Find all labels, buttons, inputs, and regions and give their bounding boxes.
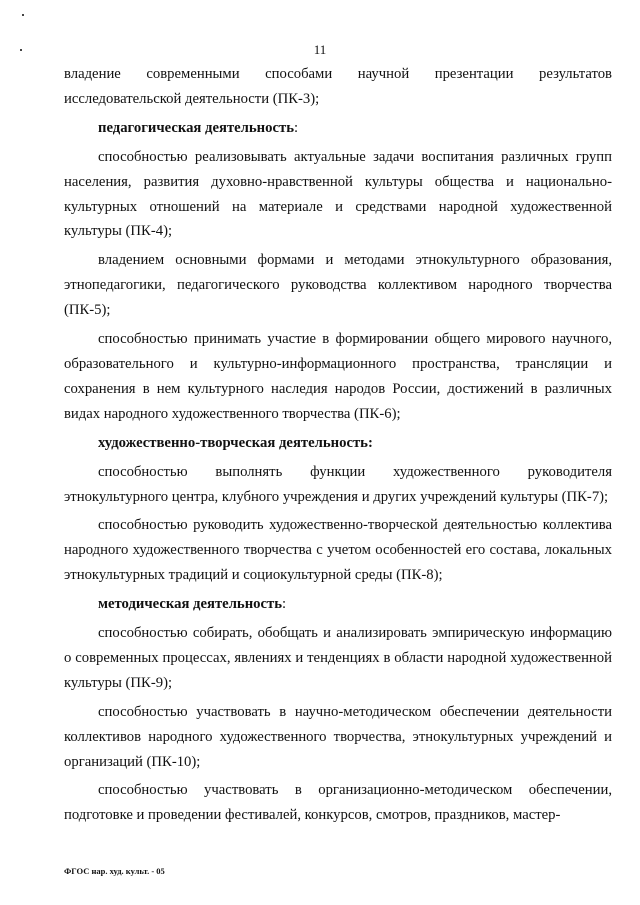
scan-speck (22, 14, 24, 16)
heading-colon: : (367, 434, 373, 451)
section-heading-pedagogical (64, 116, 612, 141)
section-heading-artistic (64, 431, 612, 456)
footer-note: ФГОС нар. худ. культ. - 05 (64, 866, 165, 876)
heading-colon: : (282, 596, 287, 613)
heading-colon: : (294, 119, 299, 136)
page-number: 11 (313, 42, 327, 57)
heading-text: педагогическая деятельность (98, 119, 294, 136)
section-heading-methodical (64, 592, 612, 617)
paragraph-pk5: владением основными формами и методами этнокультурного образования, этнопедагогики, педагогического руководства коллективом народного творчества (ПК-5); (64, 252, 612, 319)
paragraph-pk6: способностью принимать участие в формировании общего мирового научного, образовательного и культурно-информационного пространства, трансляции и сохранения в нем культурного наследия народов России, достижений в различных видах народного художественного творчества (ПК-6); (64, 331, 612, 422)
document-body (64, 62, 612, 832)
paragraph-pk9: способностью собирать, обобщать и анализировать эмпирическую информацию о современных процессах, явлениях и тенденциях в области народной художественной культуры (ПК-9); (64, 625, 612, 691)
heading-text: художественно-творческая деятельность (98, 434, 368, 451)
heading-text: методическая деятельность (98, 596, 283, 613)
paragraph-pk4: способностью реализовывать актуальные задачи воспитания различных групп населения, развития духовно-нравственной культуры общества и национально-культурных отношений на материале и средствами народной художественной культуры (ПК-4); (64, 148, 612, 240)
paragraph-pk3: владение современными способами научной презентации результатов исследовательской деятельности (ПК-3); (64, 66, 612, 107)
paragraph-continuation: способностью участвовать в организационно-методическом обеспечении, подготовке и проведении фестивалей, конкурсов, смотров, праздников, мастер- (64, 782, 612, 824)
paragraph-pk7: способностью выполнять функции художественного руководителя этнокультурного центра, клубного учреждения и других учреждений культуры (ПК-7); (64, 463, 612, 505)
paragraph-pk8: способностью руководить художественно-творческой деятельностью коллектива народного художественного творчества с учетом особенностей его состава, локальных этнокультурных традиций и социокультурной среды (ПК-8); (64, 517, 612, 584)
paragraph-pk10: способностью участвовать в научно-методическом обеспечении деятельности коллективов народного художественного творчества, этнокультурных учреждений и организаций (ПК-10); (64, 703, 612, 770)
